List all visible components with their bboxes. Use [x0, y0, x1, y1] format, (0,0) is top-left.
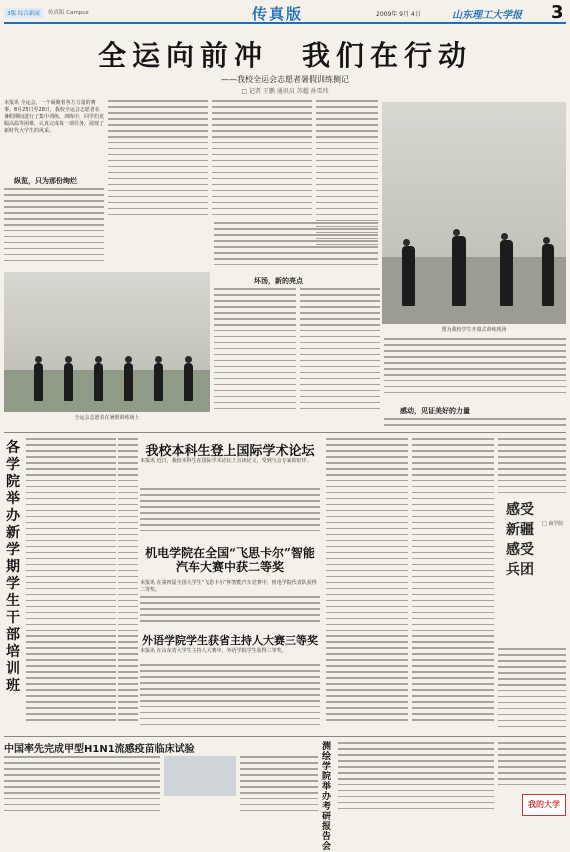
section-divider: [4, 432, 566, 433]
volunteer-field-photo: [4, 272, 210, 412]
lead-body-col-1: 本报讯 全运会，一个凝聚着各方力量的赛事。8月25日至28日，我校全运会志愿者在暑假期间进行了集中训练。训练中，同学们克服高温等困难，认真完成每一项任务，展现了新时代大学生的风采。: [4, 100, 105, 134]
bottom-divider: [4, 736, 566, 737]
mid-body-col-b: [300, 288, 380, 418]
right-body-upper: [384, 338, 566, 402]
feature-author: □ 商学院: [542, 521, 564, 527]
newspaper-name: 山东理工大学报: [452, 10, 522, 21]
masthead: [4, 2, 566, 24]
column-logo: 我的大学: [522, 794, 566, 816]
vaccine-body-2: [240, 756, 318, 816]
feature-title: 感受新疆感受兵团: [506, 502, 534, 578]
right-body-tail: [384, 418, 566, 432]
article-headline-forum: 我校本科生登上国际学术论坛: [145, 444, 315, 459]
vaccine-photo: [164, 756, 236, 796]
lead-subhead: ——我校全运会志愿者暑假训练侧记: [221, 75, 349, 84]
vaccine-body: [4, 756, 160, 816]
article-headline-host-contest: 外语学院学生获省主持人大赛三等奖: [142, 634, 318, 647]
feature-body-col-3-top: [498, 438, 566, 498]
section-heading-left: 纵览，只为那份绚烂: [14, 177, 77, 185]
right-bottom-body: [498, 742, 566, 790]
lead-body-col-2: [108, 100, 208, 220]
photo-caption-left: 全运会志愿者在暑假训练场上: [74, 415, 140, 421]
feature-body-col-1: [326, 438, 408, 734]
bottom-headline-vaccine: 中国率先完成甲型H1N1流感疫苗临床试验: [4, 744, 195, 755]
left-article-body: [26, 438, 116, 734]
masthead-tag: 3版 综合新闻: [4, 8, 43, 18]
article-body-freescale-more: [140, 596, 320, 626]
page-number: 3: [551, 2, 564, 23]
issue-date: 2009年 9月 4日: [376, 11, 421, 18]
section-heading-center: 坏汤，新的亮点: [254, 277, 303, 285]
masthead-small-text: 传真版 Campus: [48, 10, 89, 16]
mid-body-col-a: [214, 288, 296, 418]
survey-body: [338, 742, 494, 816]
article-body-forum: 本报讯 近日，我校本科生在国际学术论坛上宣读论文，受到与会专家的好评。: [140, 458, 312, 464]
feature-body-col-2: [412, 438, 494, 734]
left-article-body-2: [118, 438, 138, 734]
lead-body-col-3: [212, 100, 312, 220]
article-headline-freescale: 机电学院在全国“飞思卡尔”智能汽车大赛中获二等奖: [145, 546, 315, 574]
feature-body-col-3-bottom: [498, 648, 566, 734]
mid-body-upper: [214, 222, 378, 272]
article-body-host-contest-more: [140, 664, 320, 728]
article-body-forum-more: [140, 488, 320, 538]
bottom-headline-survey: 测绘学院举办考研报告会: [322, 742, 332, 852]
photo-caption-right: 图为我校学生开幕式训练现场: [441, 327, 507, 333]
left-vertical-headline: 各学院举办新学期学生干部培训班: [6, 440, 20, 694]
section-heading-right: 感动，见证美好的力量: [400, 407, 470, 415]
left-body-block: [4, 188, 104, 268]
section-title: 传真版: [252, 5, 304, 23]
lead-byline: □ 记者 王鹏 通讯员 苏超 孙雪玮: [241, 88, 329, 95]
article-body-host-contest: 本报讯 在山东省大学生主持人大赛中，外语学院学生获得三等奖。: [140, 648, 287, 654]
article-body-freescale: 本报讯 在第四届全国大学生“飞思卡尔”杯智能汽车竞赛中，机电学院代表队获得二等奖。: [140, 580, 317, 593]
lead-headline: 全运向前冲 我们在行动: [97, 39, 472, 72]
volunteer-training-photo: [382, 102, 566, 324]
